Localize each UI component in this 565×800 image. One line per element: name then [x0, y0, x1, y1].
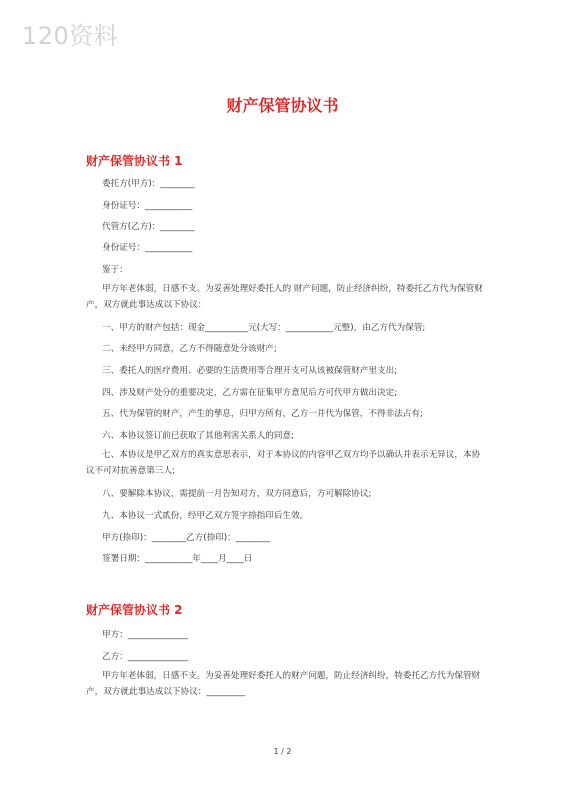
section-heading-2: 财产保管协议书 2: [86, 603, 183, 617]
clause-8: 八、要解除本协议，需提前一月告知对方，双方同意后，方可解除协议;: [102, 489, 372, 499]
id-b-line: 身份证号：___________: [102, 243, 193, 253]
agent-b-line: 代管方(乙方)：________: [102, 222, 195, 232]
page-number: 1 / 2: [273, 747, 292, 756]
clause-5: 五、代为保管的财产，产生的孳息，归甲方所有，乙方一并代为保管，不得非法占有;: [102, 409, 423, 419]
clause-7: 七、本协议是甲乙双方的真实意思表示，对于本协议的内容甲乙双方均予以确认并表示无异议，本协议不可对抗善意第三人;: [86, 450, 481, 476]
whereas-line: 鉴于：: [102, 265, 128, 275]
principal-a-line: 委托方(甲方)：________: [102, 179, 195, 189]
clause-3: 三、委托人的医疗费用、必要的生活费用等合理开支可从该被保管财产里支出;: [102, 366, 398, 376]
party-b-line: 乙方：______________: [102, 652, 188, 662]
clause-1: 一、甲方的财产包括：现金__________元(大写：___________元整)，由乙方代为保管;: [102, 323, 426, 333]
clause-6: 六、本协议签订前已获取了其他利害关系人的同意;: [102, 431, 294, 441]
party-a-line: 甲方：______________: [102, 630, 188, 640]
document-title: 财产保管协议书: [226, 96, 339, 115]
intro-paragraph-1: 甲方年老体弱，日感不支。为妥善处理好委托人的 财产问题，防止经济纠纷，特委托乙方代为保管财产，双方就此事达成以下协议：: [86, 284, 483, 310]
intro-paragraph-2: 甲方年老体弱，日感不支。为妥善处理好委托人的财产问题，防止经济纠纷，特委托乙方代为保管财产，双方就此事达成以下协议：_________: [86, 671, 481, 697]
signatures-line: 甲方(捺印)：________乙方(捺印)：________: [102, 533, 271, 543]
id-a-line: 身份证号：___________: [102, 201, 193, 211]
sign-date-line: 签署日期：___________年____月____日: [102, 554, 253, 564]
clause-9: 九、本协议一式贰份，经甲乙双方签字捺指印后生效。: [102, 511, 309, 521]
section-heading-1: 财产保管协议书 1: [86, 154, 183, 168]
watermark-logo: 120资料: [22, 22, 119, 50]
clause-4: 四、涉及财产处分的重要决定，乙方需在征集甲方意见后方可代甲方做出决定;: [102, 388, 398, 398]
clause-2: 二、未经甲方同意，乙方不得随意处分该财产;: [102, 344, 277, 354]
